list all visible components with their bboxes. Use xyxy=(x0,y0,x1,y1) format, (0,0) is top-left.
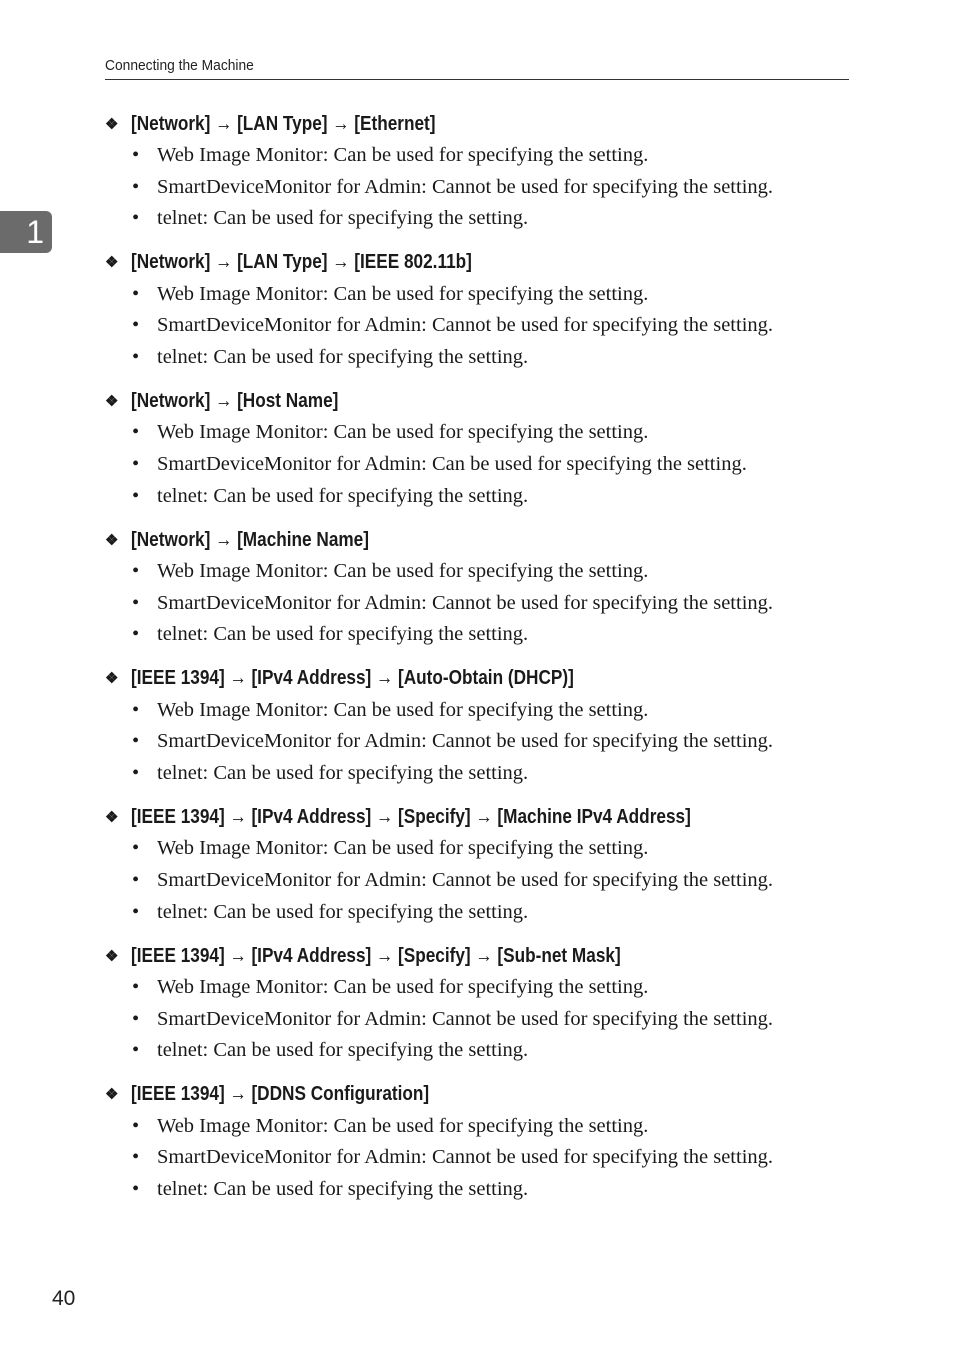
setting-section xyxy=(105,247,855,386)
bullet-icon: • xyxy=(132,175,140,198)
section-heading-text: [Network] → [Machine Name] xyxy=(131,528,369,551)
list-item xyxy=(105,481,855,513)
four-diamond-icon: ❖ xyxy=(105,115,119,133)
bullet-icon: • xyxy=(132,761,140,784)
list-item xyxy=(105,865,855,897)
bullet-icon: • xyxy=(132,560,140,583)
bullet-icon: • xyxy=(132,421,140,444)
setting-section xyxy=(105,940,855,1079)
section-heading xyxy=(105,1079,855,1111)
list-item-text: telnet: Can be used for specifying the setting. xyxy=(157,207,529,230)
list-item-text: Web Image Monitor: Can be used for specifying the setting. xyxy=(157,976,649,999)
bullet-icon: • xyxy=(132,1114,140,1137)
section-heading xyxy=(105,940,855,972)
bullet-list xyxy=(105,833,855,928)
bullet-icon: • xyxy=(132,1039,140,1062)
list-item xyxy=(105,726,855,758)
section-heading-text: [IEEE 1394] → [DDNS Configuration] xyxy=(131,1083,430,1106)
section-heading xyxy=(105,247,855,279)
bullet-icon: • xyxy=(132,452,140,475)
setting-section xyxy=(105,801,855,940)
setting-section xyxy=(105,385,855,524)
list-item-text: telnet: Can be used for specifying the setting. xyxy=(157,1039,529,1062)
running-header: Connecting the Machine xyxy=(105,57,254,74)
list-item-text: SmartDeviceMonitor for Admin: Cannot be used for specifying the setting. xyxy=(157,591,774,614)
bullet-list xyxy=(105,1111,855,1206)
list-item xyxy=(105,310,855,342)
section-heading xyxy=(105,524,855,556)
four-diamond-icon: ❖ xyxy=(105,392,119,410)
list-item-text: Web Image Monitor: Can be used for specifying the setting. xyxy=(157,837,649,860)
list-item xyxy=(105,556,855,588)
bullet-list xyxy=(105,279,855,374)
section-heading-text: [Network] → [Host Name] xyxy=(131,389,339,412)
list-item xyxy=(105,833,855,865)
setting-section xyxy=(105,1079,855,1218)
four-diamond-icon: ❖ xyxy=(105,670,119,688)
list-item xyxy=(105,342,855,374)
bullet-icon: • xyxy=(132,314,140,337)
four-diamond-icon: ❖ xyxy=(105,254,119,272)
header-rule xyxy=(105,79,849,80)
list-item xyxy=(105,897,855,929)
list-item-text: SmartDeviceMonitor for Admin: Cannot be used for specifying the setting. xyxy=(157,175,774,198)
list-item xyxy=(105,1004,855,1036)
section-heading xyxy=(105,385,855,417)
list-item-text: telnet: Can be used for specifying the setting. xyxy=(157,345,529,368)
list-item xyxy=(105,140,855,172)
bullet-icon: • xyxy=(132,1007,140,1030)
list-item xyxy=(105,449,855,481)
list-item xyxy=(105,1111,855,1143)
bullet-icon: • xyxy=(132,144,140,166)
bullet-icon: • xyxy=(132,345,140,368)
list-item-text: Web Image Monitor: Can be used for specifying the setting. xyxy=(157,1114,649,1137)
setting-section xyxy=(105,524,855,663)
list-item xyxy=(105,172,855,204)
list-item-text: telnet: Can be used for specifying the setting. xyxy=(157,623,529,646)
four-diamond-icon: ❖ xyxy=(105,531,119,549)
four-diamond-icon: ❖ xyxy=(105,808,119,826)
list-item xyxy=(105,279,855,311)
section-heading xyxy=(105,108,855,140)
list-item-text: Web Image Monitor: Can be used for specifying the setting. xyxy=(157,144,649,166)
list-item xyxy=(105,695,855,727)
bullet-icon: • xyxy=(132,837,140,860)
bullet-list xyxy=(105,140,855,235)
bullet-icon: • xyxy=(132,484,140,507)
list-item xyxy=(105,417,855,449)
list-item-text: Web Image Monitor: Can be used for specifying the setting. xyxy=(157,560,649,583)
bullet-icon: • xyxy=(132,1146,140,1169)
section-heading xyxy=(105,663,855,695)
bullet-icon: • xyxy=(132,207,140,230)
four-diamond-icon: ❖ xyxy=(105,947,119,965)
bullet-icon: • xyxy=(132,976,140,999)
section-heading-text: [IEEE 1394] → [IPv4 Address] → [Auto-Obtain (DHCP)] xyxy=(131,667,574,690)
list-item-text: Web Image Monitor: Can be used for specifying the setting. xyxy=(157,282,649,305)
bullet-list xyxy=(105,556,855,651)
list-item xyxy=(105,1174,855,1206)
list-item xyxy=(105,1035,855,1067)
list-item-text: telnet: Can be used for specifying the setting. xyxy=(157,1178,529,1200)
list-item-text: SmartDeviceMonitor for Admin: Can be used for specifying the setting. xyxy=(157,452,747,475)
four-diamond-icon: ❖ xyxy=(105,1086,119,1104)
setting-section xyxy=(105,108,855,247)
list-item-text: SmartDeviceMonitor for Admin: Cannot be used for specifying the setting. xyxy=(157,1007,774,1030)
page-number: 40 xyxy=(52,1287,76,1310)
list-item xyxy=(105,588,855,620)
section-heading-text: [IEEE 1394] → [IPv4 Address] → [Specify] → [Sub-net Mask] xyxy=(131,944,621,967)
chapter-tab: 1 xyxy=(0,211,52,253)
list-item-text: SmartDeviceMonitor for Admin: Cannot be used for specifying the setting. xyxy=(157,1146,774,1169)
list-item-text: Web Image Monitor: Can be used for specifying the setting. xyxy=(157,698,649,721)
bullet-list xyxy=(105,417,855,512)
list-item-text: SmartDeviceMonitor for Admin: Cannot be used for specifying the setting. xyxy=(157,869,774,892)
list-item xyxy=(105,619,855,651)
bullet-list xyxy=(105,972,855,1067)
bullet-icon: • xyxy=(132,1178,140,1200)
list-item-text: telnet: Can be used for specifying the setting. xyxy=(157,900,529,923)
setting-section xyxy=(105,663,855,802)
list-item-text: telnet: Can be used for specifying the setting. xyxy=(157,761,529,784)
section-heading xyxy=(105,801,855,833)
section-heading-text: [Network] → [LAN Type] → [Ethernet] xyxy=(131,112,436,135)
section-heading-text: [Network] → [LAN Type] → [IEEE 802.11b] xyxy=(131,251,472,274)
section-heading-text: [IEEE 1394] → [IPv4 Address] → [Specify] → [Machine IPv4 Address] xyxy=(131,805,691,828)
bullet-list xyxy=(105,695,855,790)
list-item-text: Web Image Monitor: Can be used for specifying the setting. xyxy=(157,421,649,444)
section-list xyxy=(105,108,855,1218)
bullet-icon: • xyxy=(132,623,140,646)
list-item xyxy=(105,203,855,235)
list-item xyxy=(105,758,855,790)
bullet-icon: • xyxy=(132,900,140,923)
list-item-text: SmartDeviceMonitor for Admin: Cannot be used for specifying the setting. xyxy=(157,730,774,753)
bullet-icon: • xyxy=(132,282,140,305)
list-item xyxy=(105,1142,855,1174)
bullet-icon: • xyxy=(132,591,140,614)
page-content xyxy=(105,108,855,1218)
bullet-icon: • xyxy=(132,869,140,892)
list-item xyxy=(105,972,855,1004)
list-item-text: SmartDeviceMonitor for Admin: Cannot be used for specifying the setting. xyxy=(157,314,774,337)
bullet-icon: • xyxy=(132,730,140,753)
list-item-text: telnet: Can be used for specifying the setting. xyxy=(157,484,529,507)
bullet-icon: • xyxy=(132,698,140,721)
